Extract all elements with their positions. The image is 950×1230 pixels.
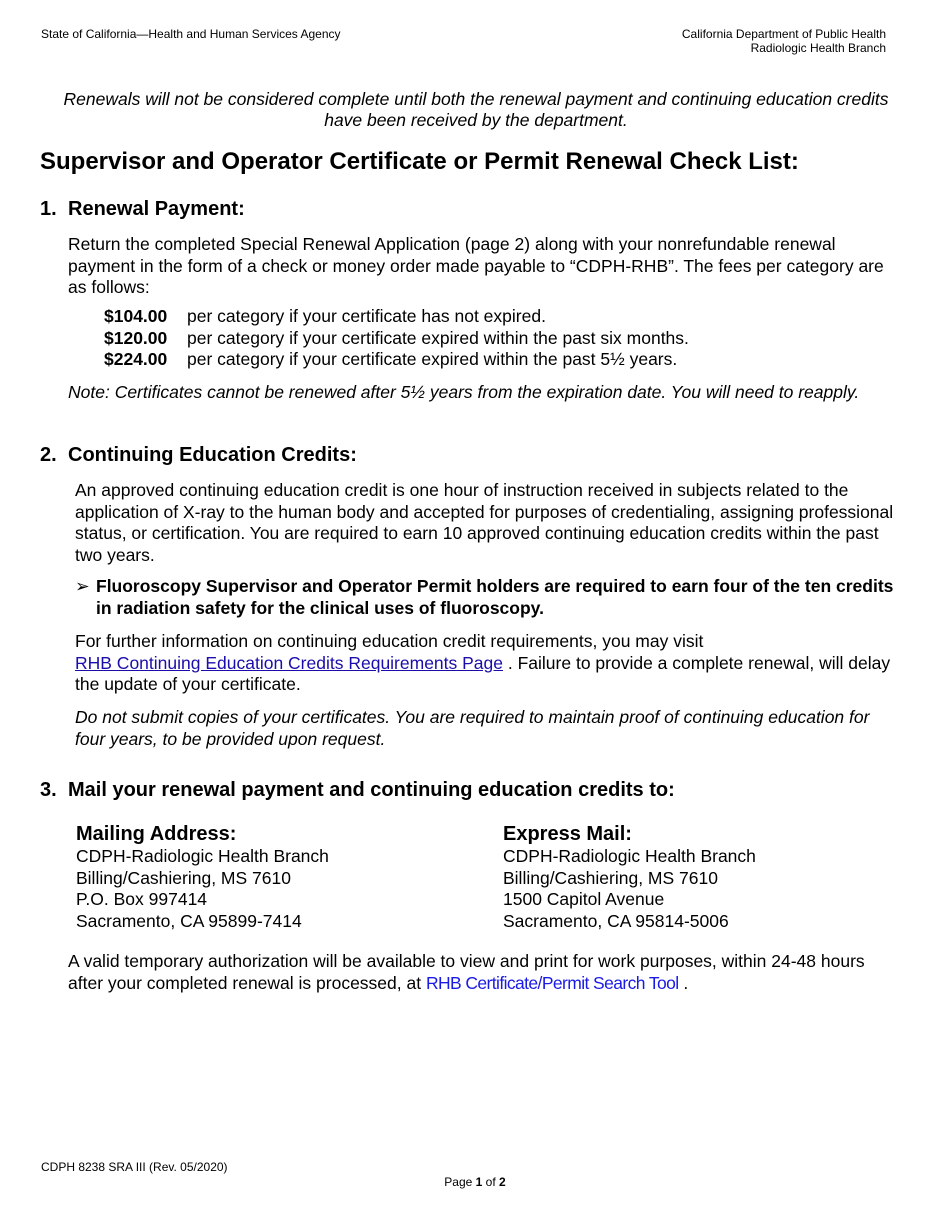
more-info-text: For further information on continuing education credit requirements, you may visit — [75, 631, 704, 651]
address-line: Sacramento, CA 95814-5006 — [503, 911, 729, 932]
authorization-text-end: . — [678, 972, 689, 993]
address-line: CDPH-Radiologic Health Branch — [503, 846, 756, 866]
authorization-text: A valid temporary authorization will be available to view and print for work purposes, within 24-48 hours after your completed renewal is processed, at — [68, 951, 865, 993]
header-department-line2: Radiologic Health Branch — [750, 41, 886, 55]
fluoroscopy-requirement — [75, 576, 895, 619]
fee-amount: $120.00 — [104, 327, 168, 348]
page-of: of — [482, 1175, 500, 1189]
temporary-authorization-note — [68, 951, 898, 994]
section-2-proof-note: Do not submit copies of your certificates. You are required to maintain proof of continuing education for four years, to be provided upon request. — [75, 707, 870, 749]
section-1-title: Renewal Payment: — [68, 198, 245, 220]
more-info-text-after: . Failure to provide a complete renewal, will delay the update of your certificate. — [75, 652, 891, 694]
address-line: Billing/Cashiering, MS 7610 — [76, 867, 291, 888]
section-2-number: 2. — [40, 444, 57, 466]
address-line: P.O. Box 997414 — [76, 889, 208, 910]
express-mail-title: Express Mail: — [503, 823, 632, 845]
fee-description: per category if your certificate expired within the past six months. — [187, 327, 689, 348]
section-2-description: An approved continuing education credit is one hour of instruction received in subjects related to the application of X-ray to the human body and accepted for purposes of credentialing, assigning professional status, or certification. You are required to earn 10 approved continuing education credits within the past two years. — [75, 480, 894, 565]
fluoroscopy-requirement-text: Fluoroscopy Supervisor and Operator Permit holders are required to earn four of the ten credits in radiation safety for the clinical uses of fluoroscopy. — [96, 576, 894, 618]
address-line: 1500 Capitol Avenue — [503, 889, 665, 910]
section-3-heading — [40, 779, 675, 802]
fee-row — [104, 306, 689, 328]
fee-description: per category if your certificate expired within the past 5½ years. — [187, 349, 678, 369]
section-1-number: 1. — [40, 198, 57, 220]
header-department-line1: California Department of Public Health — [681, 27, 886, 41]
section-3-title: Mail your renewal payment and continuing education credits to: — [68, 779, 675, 801]
mailing-address — [76, 822, 329, 933]
arrow-bullet-icon: ➢ — [75, 576, 90, 596]
fee-amount: $104.00 — [104, 306, 168, 326]
section-1-note: Note: Certificates cannot be renewed after 5½ years from the expiration date. You will need to reapply. — [68, 382, 860, 402]
section-3-number: 3. — [40, 779, 57, 801]
section-2-title: Continuing Education Credits: — [68, 444, 357, 466]
total-pages: 2 — [499, 1175, 506, 1189]
fee-row — [104, 349, 689, 371]
current-page: 1 — [475, 1175, 483, 1189]
page-label: Page — [444, 1175, 476, 1189]
ce-requirements-link[interactable]: RHB Continuing Education Credits Requirements Page — [75, 652, 504, 673]
fee-description: per category if your certificate has not expired. — [187, 306, 546, 326]
header-department — [682, 27, 886, 55]
mailing-address-title: Mailing Address: — [76, 823, 237, 845]
address-line: Billing/Cashiering, MS 7610 — [503, 867, 718, 888]
fee-row — [104, 328, 689, 350]
section-2-heading — [40, 444, 357, 467]
header-agency: State of California—Health and Human Services Agency — [41, 27, 341, 41]
certificate-search-tool-link[interactable]: RHB Certificate/Permit Search Tool — [425, 972, 679, 993]
section-1-intro: Return the completed Special Renewal Application (page 2) along with your nonrefundable renewal payment in the form of a check or money order made payable to “CDPH-RHB”. The fees per category are as follows: — [68, 234, 884, 297]
section-1-heading — [40, 198, 245, 221]
address-line: CDPH-Radiologic Health Branch — [76, 846, 329, 866]
fee-amount: $224.00 — [104, 349, 168, 369]
express-mail-address — [503, 822, 756, 933]
fee-list — [104, 306, 689, 371]
section-2-more-info — [75, 631, 895, 696]
page-title: Supervisor and Operator Certificate or Permit Renewal Check List: — [40, 148, 799, 175]
form-identifier: CDPH 8238 SRA III (Rev. 05/2020) — [41, 1160, 228, 1174]
renewal-notice: Renewals will not be considered complete until both the renewal payment and continuing education credits have been received by the department. — [63, 89, 889, 130]
address-line: Sacramento, CA 95899-7414 — [76, 911, 302, 932]
page-number — [0, 1175, 950, 1189]
